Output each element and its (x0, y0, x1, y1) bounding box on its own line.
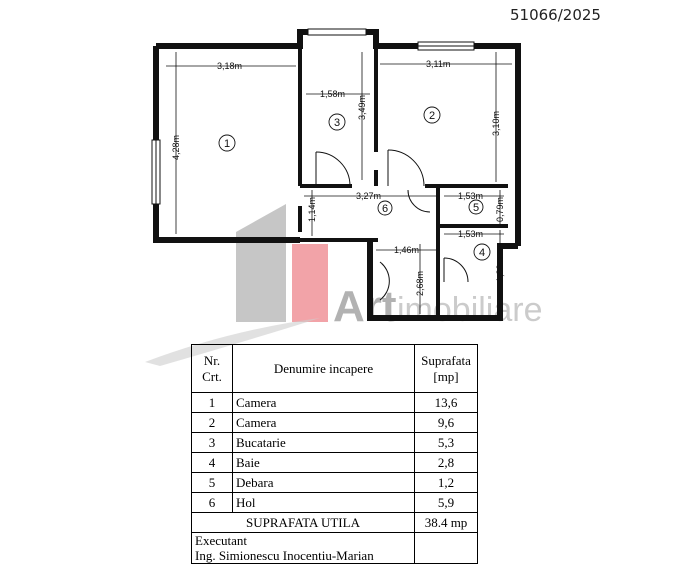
dim-r5-width: 1,53m (458, 191, 484, 201)
dim-r4-width: 1,53m (458, 229, 484, 239)
walls (156, 32, 518, 318)
room-number-3: 3 (333, 117, 341, 129)
inner-walls (300, 46, 508, 318)
dim-r1-width: 3,18m (217, 61, 243, 71)
dim-r4-height: 1,80m (495, 256, 505, 282)
table-row: 2 Camera 9,6 (192, 413, 478, 433)
area-table (191, 344, 478, 564)
table-row: 6 Hol 5,9 (192, 493, 478, 513)
dim-r2-width: 3,11m (426, 59, 451, 69)
executant-row (192, 533, 478, 564)
table-row: 5 Debara 1,2 (192, 473, 478, 493)
total-row (192, 513, 478, 533)
dim-r3-width: 1,58m (320, 89, 346, 99)
table-header-row (192, 345, 478, 393)
room-number-6: 6 (381, 203, 389, 215)
header-name: Denumire incapere (233, 345, 415, 393)
dim-hol-width: 3,27m (356, 191, 382, 201)
room-number-4: 4 (478, 247, 486, 259)
dim-r5-height: 0,79m (495, 196, 505, 222)
table-row: 4 Baie 2,8 (192, 453, 478, 473)
windows (152, 29, 474, 204)
total-label: SUPRAFATA UTILA (192, 513, 415, 533)
watermark-sub: imobiliare (397, 291, 543, 329)
executant-signature-cell (415, 533, 478, 564)
dim-hol2-width: 1,46m (394, 245, 420, 255)
room-number-5: 5 (472, 202, 480, 214)
dim-hol-height: 1,14m (307, 196, 317, 222)
dim-r2-height: 3,10m (491, 110, 501, 136)
header-nr: Nr. Crt. (192, 345, 233, 393)
dim-hol2-height: 2,68m (415, 270, 425, 296)
executant-label: Executant (195, 533, 247, 548)
total-value: 38.4 mp (415, 513, 478, 533)
header-area: Suprafata [mp] (415, 345, 478, 393)
dim-r1-height: 4,28m (171, 134, 181, 160)
dim-r3-height: 3,49m (357, 94, 367, 120)
table-row: 3 Bucatarie 5,3 (192, 433, 478, 453)
executant-cell (192, 533, 415, 564)
reference-number: 51066/2025 (510, 6, 601, 24)
table-row: 1 Camera 13,6 (192, 393, 478, 413)
executant-name: Ing. Simionescu Inocentiu-Marian (195, 548, 374, 563)
room-number-2: 2 (428, 110, 436, 122)
watermark-brand: Art (333, 282, 397, 331)
room-number-1: 1 (223, 138, 231, 150)
